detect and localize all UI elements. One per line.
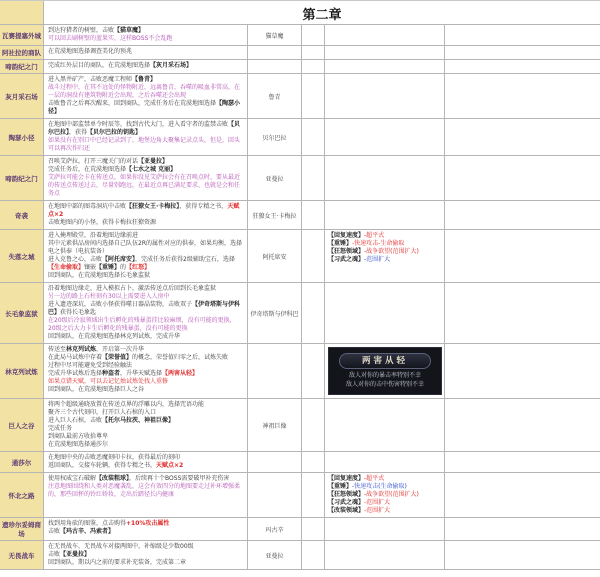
text-segment: 镶嵌 [84,264,97,271]
description-line [48,543,243,551]
location-cell: 阿社拉的商队 [0,46,44,59]
table-row [0,344,600,399]
text-segment: 沿着地图边缘走，进入模拟占卜，激活传送点后回到长毛象监狱 [48,285,217,292]
text-segment: 返回商队，交接车轮辆，获得专精之书， [48,462,157,469]
text-segment: 可以回去刷树壁的蓝果实，这样BOSS不会乱跑 [48,35,173,42]
text-segment: 击败地图内的小怪，获得卡梅拉狂獠资源 [48,219,157,226]
description-line [48,84,243,100]
text-segment: 战斗过程中，在其不远处的怪物附近，远离鲁青，吞噬的吸血非常高，在一层的洞没有建筑物附近会出现，之后吞噬还会出现 [48,84,241,99]
text-segment: 【鲁青】 [132,76,157,83]
notes-cell [445,119,600,155]
description-line [48,100,243,116]
notes-cell [445,541,600,569]
text-segment: 进入巨人石棺，击败 [48,417,103,424]
location-cell: 啼韵纪之门 [0,156,44,200]
notes-cell [445,201,600,229]
rewards-cell [325,60,445,73]
text-segment: 另一边的路上石柱刻有30以上需要进入人房中 [48,293,170,300]
description-line [48,551,243,559]
skill-effect-line: 敌人对你的击中伤害特别不幸 [345,381,424,388]
text-segment: 完成升华试炼后选择 [48,370,103,377]
description-cell [44,541,248,569]
table-row [0,25,600,46]
description-line [48,425,243,433]
notes-cell [445,399,600,451]
rewards-cell [325,156,445,200]
reward-line [328,232,441,240]
description-line [48,354,243,362]
table-row [0,399,600,452]
description-cell [44,399,248,451]
spacer-cell [302,473,325,517]
spacer-cell [302,344,325,398]
description-cell [44,283,248,343]
table-row [0,283,600,344]
text-segment: 【回复速度】 [328,475,365,482]
table-row [0,452,600,473]
description-line [48,386,243,394]
text-segment: 注意地图围绕和人类对恶魔袭乱，这会有效四分的地图要走过补环增强柔的，那些回杯的铃红娇妆，走出后踏径长内健康 [48,483,241,498]
text-segment: 【猫草魔】 [114,27,145,34]
text-segment: 【荣誉值】 [102,354,133,361]
text-segment: -快速攻击-生命偷取 [352,240,405,247]
rewards-cell [325,541,445,569]
description-line [48,285,243,293]
table-row [0,541,600,570]
text-segment: 【亚曼拉】 [60,551,91,558]
reward-line [328,507,441,515]
boss-name-cell [248,344,302,398]
boss-name-cell: 鲁青 [248,74,302,118]
text-segment: 【改装领域】 [328,507,365,514]
location-cell: 林克列试炼 [0,344,44,398]
text-segment: 【亚曼拉】 [138,158,169,165]
description-line [48,559,243,567]
text-segment: 【狂怒领域】 [328,491,365,498]
text-segment: 在20级后冷寂领域出生后孵化的残暴蛋挂比较麻烦，没有可能的更换，20级之后大力卡生后孵化的残暴蛋，没有可能的更换 [48,317,236,332]
reward-line [328,491,441,499]
description-cell [44,25,248,45]
table-row [0,60,600,74]
boss-name-cell: 狂獠女王·卡梅拉 [248,201,302,229]
description-line [48,333,243,341]
description-cell [44,119,248,155]
text-segment: 聚齐三个古代刻印，打开巨人石棺的入口 [48,409,157,416]
description-cell [44,201,248,229]
description-line [48,137,243,153]
spacer-cell [302,399,325,451]
text-segment: 将两个超级通晓放置在传送点界的浮雕以内，选择咒语功能 [48,401,205,408]
table-row [0,74,600,119]
reward-line [328,475,441,483]
description-line [48,433,243,441]
boss-name-cell [248,60,302,73]
boss-name-cell [248,473,302,517]
text-segment: 击败 [48,551,61,558]
rewards-cell [325,119,445,155]
text-segment: 【重锤】 [328,483,353,490]
description-cell [44,156,248,200]
boss-name-cell: 玛古辛 [248,518,302,540]
table-row [0,201,600,230]
text-segment: 完成任务 [48,425,73,432]
description-line [48,35,243,43]
text-segment: 在荒漠地图选择通莎尔 [48,441,109,448]
spacer-cell [302,283,325,343]
text-segment: 完成红外层目的商队，在荒漠地图选择 [48,62,151,69]
text-segment: 在地图中部的图毒洞坑中击败 [48,203,127,210]
text-segment: 【托尔马拉茨、神祖巨像】 [102,417,175,424]
description-cell [44,46,248,59]
text-segment: 进入掩埋殿堂，沿着地图边缘前进 [48,232,139,239]
spacer-cell [302,230,325,282]
text-segment: 【生命偷取】 [48,264,85,271]
table-row [0,518,600,541]
description-line [48,483,243,499]
reward-line [328,483,441,491]
text-segment: 进入克鲁之心，击败 [48,256,103,263]
text-segment: 使用权威宝石破解 [48,475,97,482]
text-segment: -范围扩大 [364,256,391,263]
table-row [0,230,600,283]
text-segment: 【狂怒领域】 [328,248,365,255]
boss-name-cell: 亚曼拉 [248,156,302,200]
skill-effect-line: 敌人对你的暴击率特别不幸 [348,372,421,379]
description-line [48,62,243,70]
spacer-cell [302,201,325,229]
text-segment: 在地图中部监禁单令时辰等，找到古代大门，进入看守者的监禁击败 [48,121,229,128]
description-line [48,378,243,386]
text-segment: -快速攻击(生命偷取) [352,483,407,490]
location-cell: 通莎尔 [0,452,44,472]
text-segment: +10%攻击属性 [126,520,170,527]
location-cell: 无畏战车 [0,541,44,569]
location-cell: 长毛象监狱 [0,283,44,343]
location-cell: 奇袭 [0,201,44,229]
description-line [48,520,243,528]
reward-line [328,499,441,507]
rewards-cell [325,74,445,118]
text-segment: 【习武之魂】 [328,499,365,506]
description-line [48,166,243,174]
text-segment: 到商队最前方收拾尊卑 [48,433,109,440]
title-row [0,1,600,25]
notes-cell [445,46,600,59]
table-row [0,473,600,518]
text-segment: 【灰月采石场】 [150,62,193,69]
location-cell: 失落之城 [0,230,44,282]
text-segment: 林克列试炼 [66,346,97,353]
text-segment: 召唤艾萨拉，打开三魔关门的对话 [48,158,139,165]
skill-tooltip-box [328,347,442,395]
boss-name-cell [248,46,302,59]
description-line [48,462,243,470]
description-cell [44,344,248,398]
text-segment: 击败 [48,528,61,535]
description-line [48,272,243,280]
spacer-cell [302,156,325,200]
text-segment: 【阿托席安】 [102,256,136,263]
description-line [48,475,243,483]
rewards-cell [325,452,445,472]
rewards-cell [325,473,445,517]
boss-name-cell: 亚曼拉 [248,541,302,569]
description-line [48,293,243,301]
description-line [48,76,243,84]
text-segment: 的 [120,264,127,271]
notes-cell [445,60,600,73]
text-segment: 其中元素供品房间内选择自己队伍2R的属性对应的供奉，如果均衡，选择电之供奉（电抗装备） [48,240,242,255]
description-line [48,256,243,272]
title-corner-cell [0,1,44,24]
text-segment: 过程中尽可能避免受到经验触法 [48,362,133,369]
text-segment: ，后续再十个BOSS需要破甲补充伤害 [129,475,230,482]
text-segment: 完成任务后，在荒漠地图选择 [48,166,127,173]
table-body [0,25,600,570]
boss-name-cell: 伊奇塔斯与伊科巴 [248,283,302,343]
text-segment: -超平式 [364,232,385,239]
text-segment: 【贝尔巴拉】 [48,121,241,136]
table-row [0,156,600,201]
page-title: 第二章 [302,8,342,23]
spacer-cell [302,60,325,73]
text-segment: 艾萨拉可能会卡在传送点，如果你没见艾萨拉会有在召唤点时，要从最近的传送点传送过去，尽量别跑远，在最近点再已满足要求，也就是会和任务点 [48,174,241,197]
text-segment: 【伊奇塔斯与伊科巴】 [48,301,241,316]
text-segment: 【重锤】 [96,264,121,271]
description-line [48,121,243,137]
description-line [48,441,243,449]
title-cell [44,1,600,24]
notes-cell [445,230,600,282]
description-line [48,48,243,56]
text-segment: 在地图中央的击败恶魔刻印卡拉，获得最后的刻印 [48,454,181,461]
description-line [48,174,243,198]
text-segment: 【回复速度】 [328,232,365,239]
text-segment: 在无畏战车，无畏战车对接两图中，补缩级是少数00级 [48,543,194,550]
text-segment: 回到商队，期以内之前的要求补充装备，完成第二章 [48,559,187,566]
description-cell [44,74,248,118]
text-segment: 进入黑井矿产，击败恶魔工程师 [48,76,133,83]
reward-line [328,240,441,248]
boss-name-cell [248,452,302,472]
text-segment: 传送至 [48,346,67,353]
description-line [48,232,243,240]
location-cell: 啼韵纪之门 [0,60,44,73]
rewards-cell [325,46,445,59]
boss-name-cell: 阿托席安 [248,230,302,282]
description-cell [44,518,248,540]
text-segment: -范围扩大 [364,499,391,506]
text-segment: 【习武之魂】 [328,256,365,263]
text-segment: ，升华天赋选择 [120,370,163,377]
table-row [0,119,600,156]
text-segment: 在此局马试炼中存着 [48,354,103,361]
text-segment: 天赋点×2 [48,203,240,218]
text-segment: -战争欲望(范围扩大) [364,248,419,255]
description-cell [44,473,248,517]
boss-name-cell: 贝尔巴拉 [248,119,302,155]
text-segment: ，获得专精之书， [179,203,228,210]
description-line [48,27,243,35]
location-cell: 瓦赛提塞外城 [0,25,44,45]
description-cell [44,452,248,472]
boss-name-cell: 神祖巨像 [248,399,302,451]
description-line [48,528,243,536]
rewards-cell [325,283,445,343]
text-segment: 在荒漠地图选择调查美化的预兆 [48,48,133,55]
spacer-cell [302,74,325,118]
description-line [48,417,243,425]
rewards-cell [325,230,445,282]
location-cell: 遗珍尔妥姆商场 [0,518,44,540]
spacer-cell [302,46,325,59]
text-segment: 击败鲁青之后再次醒来，回到商队，完成任务后在荒漠地图选择 [48,100,217,107]
text-segment: 种盗者 [102,370,121,377]
text-segment: 【重锤】 [328,240,353,247]
text-segment: -战争欲望(范围扩大) [364,491,419,498]
text-segment: ，完成任务后获得2级辅助宝石，选择 [135,256,235,263]
rewards-cell [325,344,445,398]
spacer-cell [302,452,325,472]
description-line [48,454,243,462]
text-segment: 【七水之城 克丽】 [126,166,177,173]
text-segment: ，获得 [69,129,88,136]
text-segment: -范围扩大 [364,507,391,514]
text-segment: -超平式 [364,475,385,482]
description-line [48,409,243,417]
text-segment: 【陶瑟小径】 [48,100,241,115]
description-line [48,362,243,370]
description-line [48,370,243,378]
text-segment: 回到商队，在荒漠地图选择林克列试炼，完成升华 [48,333,181,340]
description-cell [44,230,248,282]
description-line [48,301,243,317]
text-segment: 的概念，荣誉值归零之后，试炼失败 [132,354,229,361]
rewards-cell [325,25,445,45]
text-segment: 【两害从轻】 [162,370,199,377]
text-segment: 【改装粗球】 [96,475,130,482]
description-line [48,203,243,219]
text-segment: 回到商队，在荒漠地图选择巨人之谷 [48,386,145,393]
description-cell [44,60,248,73]
spacer-cell [302,518,325,540]
rewards-cell [325,518,445,540]
text-segment: 回到商队，在荒漠地图选择长毛象监狱 [48,272,151,279]
notes-cell [445,473,600,517]
notes-cell [445,156,600,200]
text-segment: 天赋点×2 [156,462,184,469]
text-segment: ，开启第一次升华 [96,346,145,353]
text-segment: 如果点错天赋，可以去记忆烛试炼处找人重修 [48,378,169,385]
location-cell: 巨人之谷 [0,399,44,451]
notes-cell [445,518,600,540]
description-line [48,346,243,354]
reward-line [328,248,441,256]
notes-cell [445,283,600,343]
text-segment: 【红怒】 [126,264,151,271]
table-row [0,46,600,60]
spacer-cell [302,119,325,155]
boss-name-cell: 猫草魔 [248,25,302,45]
description-line [48,158,243,166]
location-cell: 怀北之路 [0,473,44,517]
notes-cell [445,344,600,398]
text-segment: 获得长毛象匙 [60,309,97,316]
notes-cell [445,452,600,472]
rewards-cell [325,399,445,451]
notes-cell [445,25,600,45]
description-line [48,317,243,333]
location-cell: 灰月采石场 [0,74,44,118]
text-segment: 【贝尔巴拉的钥匙】 [87,129,142,136]
description-line [48,240,243,256]
location-cell: 陶瑟小径 [0,119,44,155]
notes-cell [445,74,600,118]
description-line [48,401,243,409]
text-segment: 找到用角砍的图鉴，点击购得 [48,520,127,527]
rewards-cell [325,201,445,229]
spacer-cell [302,541,325,569]
text-segment: 到达狩猎者的树壁，击败 [48,27,115,34]
text-segment: 如果没有在别口中已经记录到了，地堡边角大聚集记录点头，但是，回头可以再次作归还 [48,137,241,152]
text-segment: 【玛古辛、冯索者】 [60,528,115,535]
text-segment: 【狂獠女王·卡梅拉】 [126,203,180,210]
spacer-cell [302,25,325,45]
reward-line [328,256,441,264]
description-line [48,219,243,227]
text-segment: 进入遗迹深坑，击败小怪获得噬日器晶装物，击败双子 [48,301,193,308]
skill-title-banner: 两害从轻 [339,353,431,369]
